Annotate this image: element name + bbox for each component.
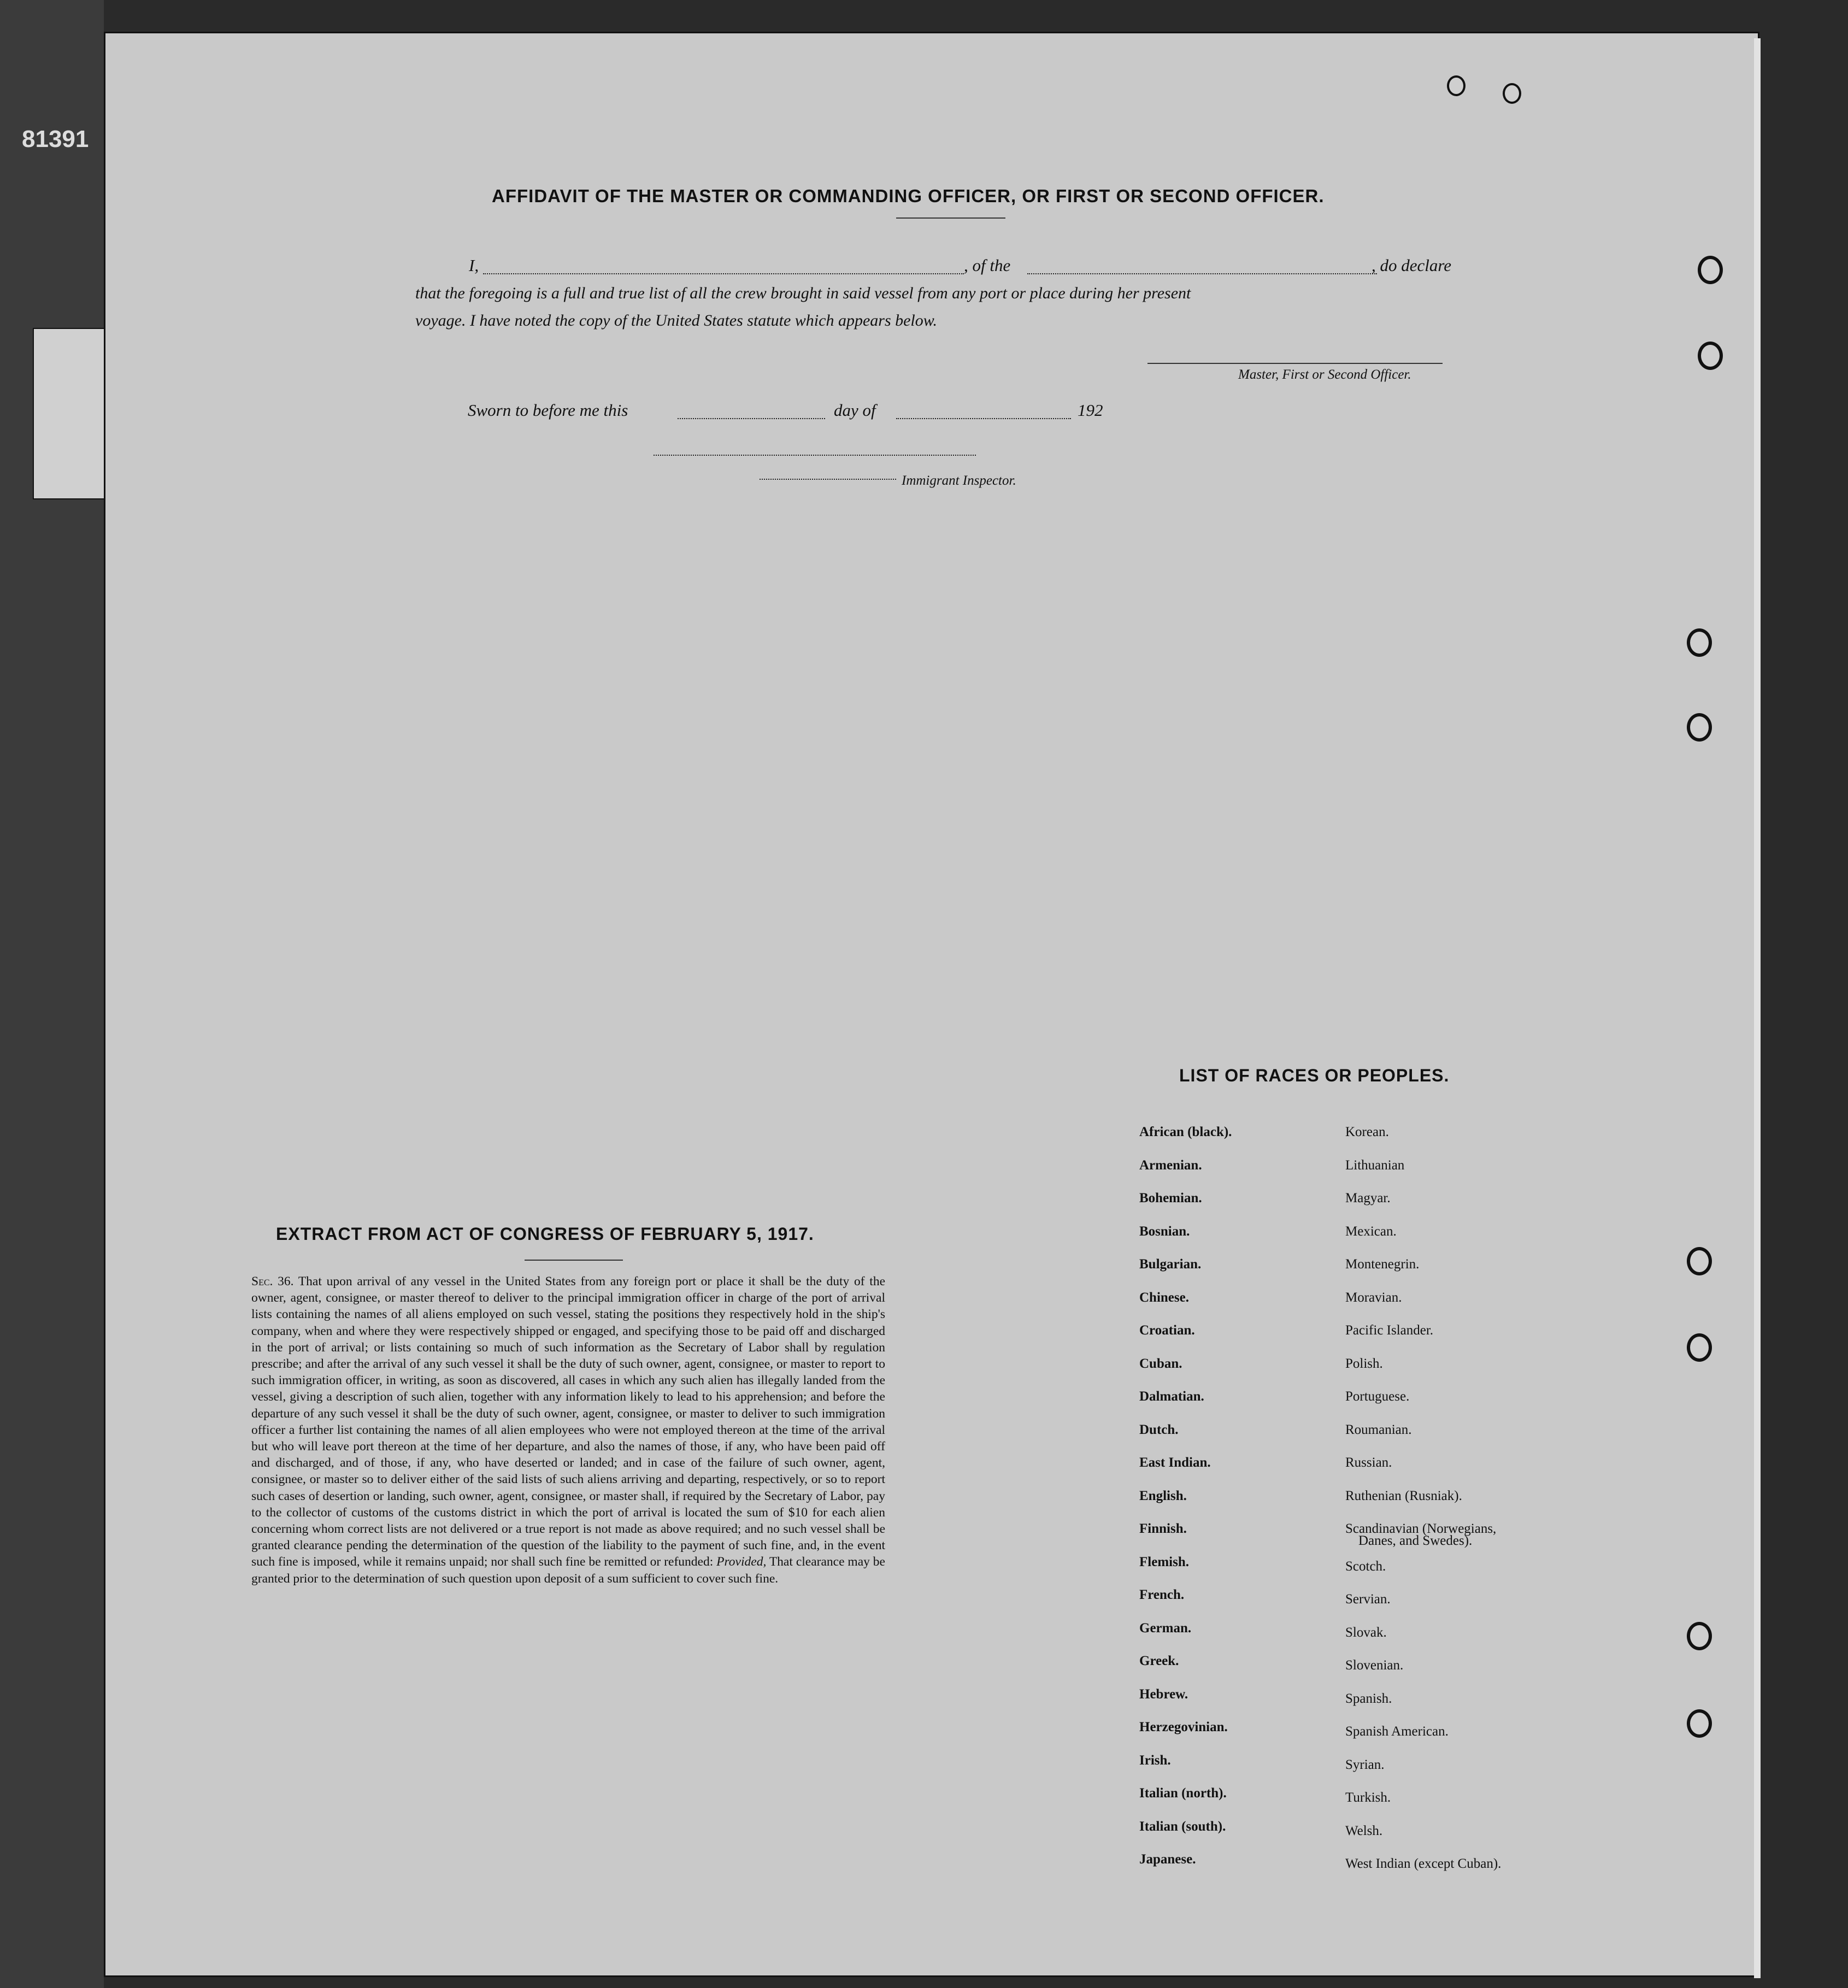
margin-number: 81391 bbox=[22, 126, 89, 152]
declare-do-declare: , do declare bbox=[1372, 256, 1452, 275]
race-item: Hebrew. bbox=[1139, 1686, 1188, 1702]
race-item: Dutch. bbox=[1139, 1422, 1179, 1437]
race-item: Bulgarian. bbox=[1139, 1257, 1202, 1272]
declare-of-the: , of the bbox=[964, 256, 1011, 275]
race-item: Pacific Islander. bbox=[1345, 1323, 1434, 1338]
race-item: Montenegrin. bbox=[1345, 1257, 1420, 1272]
race-item: Roumanian. bbox=[1345, 1422, 1412, 1437]
race-item: Italian (south). bbox=[1139, 1819, 1226, 1834]
punch-hole-icon bbox=[1687, 628, 1712, 657]
day-blank bbox=[678, 418, 825, 419]
sworn-year: 192 bbox=[1078, 401, 1103, 420]
name-blank bbox=[483, 273, 964, 274]
affidavit-line-2: that the foregoing is a full and true list of all the crew brought in said vessel from any port or place during her present bbox=[415, 284, 1191, 302]
inspector-signature-line-2 bbox=[760, 479, 896, 480]
attached-card-fragment bbox=[33, 328, 106, 499]
vessel-blank bbox=[1027, 273, 1377, 274]
race-item: Scotch. bbox=[1345, 1558, 1386, 1574]
race-item: Flemish. bbox=[1139, 1554, 1189, 1569]
race-item: Croatian. bbox=[1139, 1323, 1195, 1338]
race-item: Bosnian. bbox=[1139, 1224, 1190, 1239]
punch-hole-icon bbox=[1687, 1622, 1712, 1650]
race-item: Russian. bbox=[1345, 1455, 1392, 1470]
inspector-label: Immigrant Inspector. bbox=[902, 473, 1016, 488]
race-item: Japanese. bbox=[1139, 1852, 1196, 1867]
punch-hole-icon bbox=[1503, 83, 1521, 104]
race-item: African (black). bbox=[1139, 1125, 1232, 1139]
divider bbox=[525, 1260, 623, 1261]
scanner-border-left bbox=[0, 0, 104, 1988]
race-item: German. bbox=[1139, 1620, 1192, 1636]
sworn-prefix: Sworn to before me this bbox=[468, 401, 628, 420]
inspector-signature-line bbox=[654, 455, 976, 456]
punch-hole-icon bbox=[1687, 1709, 1712, 1738]
section-36-text bbox=[251, 1273, 885, 1587]
race-item: Herzegovinian. bbox=[1139, 1720, 1228, 1734]
race-item: West Indian (except Cuban). bbox=[1345, 1856, 1502, 1871]
race-item: Slovak. bbox=[1345, 1625, 1387, 1640]
punch-hole-icon bbox=[1687, 713, 1712, 742]
race-item: Spanish. bbox=[1345, 1691, 1392, 1706]
affidavit-line-3: voyage. I have noted the copy of the United States statute which appears below. bbox=[415, 311, 938, 330]
race-item: Italian (north). bbox=[1139, 1786, 1227, 1801]
race-item: Moravian. bbox=[1345, 1290, 1402, 1305]
race-item: Portuguese. bbox=[1345, 1389, 1410, 1404]
race-item: Mexican. bbox=[1345, 1224, 1397, 1239]
punch-hole-icon bbox=[1698, 256, 1723, 284]
race-item: Bohemian. bbox=[1139, 1191, 1202, 1205]
punch-hole-icon bbox=[1698, 342, 1723, 370]
race-item: Greek. bbox=[1139, 1654, 1179, 1668]
punch-hole-icon bbox=[1447, 75, 1466, 96]
race-item: Armenian. bbox=[1139, 1157, 1202, 1173]
race-item: Lithuanian bbox=[1345, 1157, 1405, 1173]
proviso-text: That clearance may be granted prior to the determination of such question upon deposit of a sum sufficient to cover such fine. bbox=[251, 1555, 885, 1586]
month-blank bbox=[896, 418, 1071, 419]
race-item: Servian. bbox=[1345, 1592, 1391, 1607]
race-item: Ruthenian (Rusniak). bbox=[1345, 1488, 1462, 1503]
punch-hole-icon bbox=[1687, 1247, 1712, 1275]
race-item: Chinese. bbox=[1139, 1290, 1189, 1305]
sheet-edge bbox=[1754, 38, 1761, 1978]
race-item: Danes, and Swedes). bbox=[1358, 1533, 1473, 1548]
race-item: Scandinavian (Norwegians, bbox=[1345, 1521, 1497, 1536]
punch-hole-icon bbox=[1687, 1333, 1712, 1362]
section-body: That upon arrival of any vessel in the United States from any foreign port or place it shall be the duty of the owner, agent, consignee, or master thereof to deliver to the principal immigration officer in charge of the port of arrival lists containing the names of all aliens employed on such vessel, stating the positions they respectively hold in the ship's company, when and where they were respectively shipped or engaged, and specifying those to be paid off and discharged in the port of arrival; or lists containing so much of such information as the Secretary of Labor shall by regulation prescribe; and after the arrival of any such vessel it shall be the duty of such owner, agent, consignee, or master to report to such immigration officer, in writing, as soon as discovered, all cases in which any such alien has illegally landed from the vessel, giving a description of such alien, together with any information likely to lead to his apprehension; and before the departure of any such vessel it shall be the duty of such owner, agent, consignee, or master to deliver to such immigration officer a further list containing the names of all alien employees who were not employed thereon at the time of the arrival but who will leave port thereon at the time of her departure, and also the names of those, if any, who have been paid off and discharged, and of those, if any, who have deserted or landed; and in case of the failure of such owner, agent, consignee, or master so to deliver either of the said lists of such aliens arriving and departing, respectively, or so to report such cases of desertion or landing, such owner, agent, consignee, or master shall, if required by the Secretary of Labor, pay to the collector of customs of the customs district in which the port of arrival is located the sum of $10 for each alien concerning whom correct lists are not delivered or a true report is not made as above required; and no such vessel shall be granted clearance pending the determination of the question of the liability to the payment of such fine, and, in the event such fine is imposed, while it remains unpaid; nor shall such fine be remitted or refunded: bbox=[251, 1274, 886, 1569]
race-item: Spanish American. bbox=[1345, 1724, 1449, 1739]
affidavit-title: AFFIDAVIT OF THE MASTER OR COMMANDING OFFICER, OR FIRST OR SECOND OFFICER. bbox=[492, 186, 1325, 206]
master-label: Master, First or Second Officer. bbox=[1238, 367, 1411, 382]
race-item: Dalmatian. bbox=[1139, 1389, 1204, 1404]
race-item: Finnish. bbox=[1139, 1521, 1187, 1536]
races-title: LIST OF RACES OR PEOPLES. bbox=[1179, 1066, 1450, 1085]
race-item: Slovenian. bbox=[1345, 1658, 1404, 1673]
divider bbox=[896, 217, 1005, 219]
race-item: Polish. bbox=[1345, 1356, 1383, 1371]
proviso-word: Provided, bbox=[716, 1555, 767, 1569]
race-item: Turkish. bbox=[1345, 1790, 1391, 1805]
race-item: East Indian. bbox=[1139, 1455, 1211, 1470]
section-number: Sec. 36. bbox=[251, 1274, 294, 1289]
race-item: English. bbox=[1139, 1488, 1187, 1503]
signature-line bbox=[1147, 363, 1443, 364]
sworn-day-of: day of bbox=[834, 401, 876, 420]
race-item: Cuban. bbox=[1139, 1356, 1182, 1371]
race-item: Magyar. bbox=[1345, 1191, 1391, 1205]
race-item: Welsh. bbox=[1345, 1823, 1383, 1838]
race-item: Syrian. bbox=[1345, 1757, 1385, 1772]
extract-title: EXTRACT FROM ACT OF CONGRESS OF FEBRUARY 5, 1917. bbox=[276, 1224, 814, 1244]
race-item: Irish. bbox=[1139, 1752, 1171, 1768]
race-item: Korean. bbox=[1345, 1125, 1389, 1139]
race-item: French. bbox=[1139, 1587, 1185, 1602]
declare-i: I, bbox=[469, 256, 479, 275]
